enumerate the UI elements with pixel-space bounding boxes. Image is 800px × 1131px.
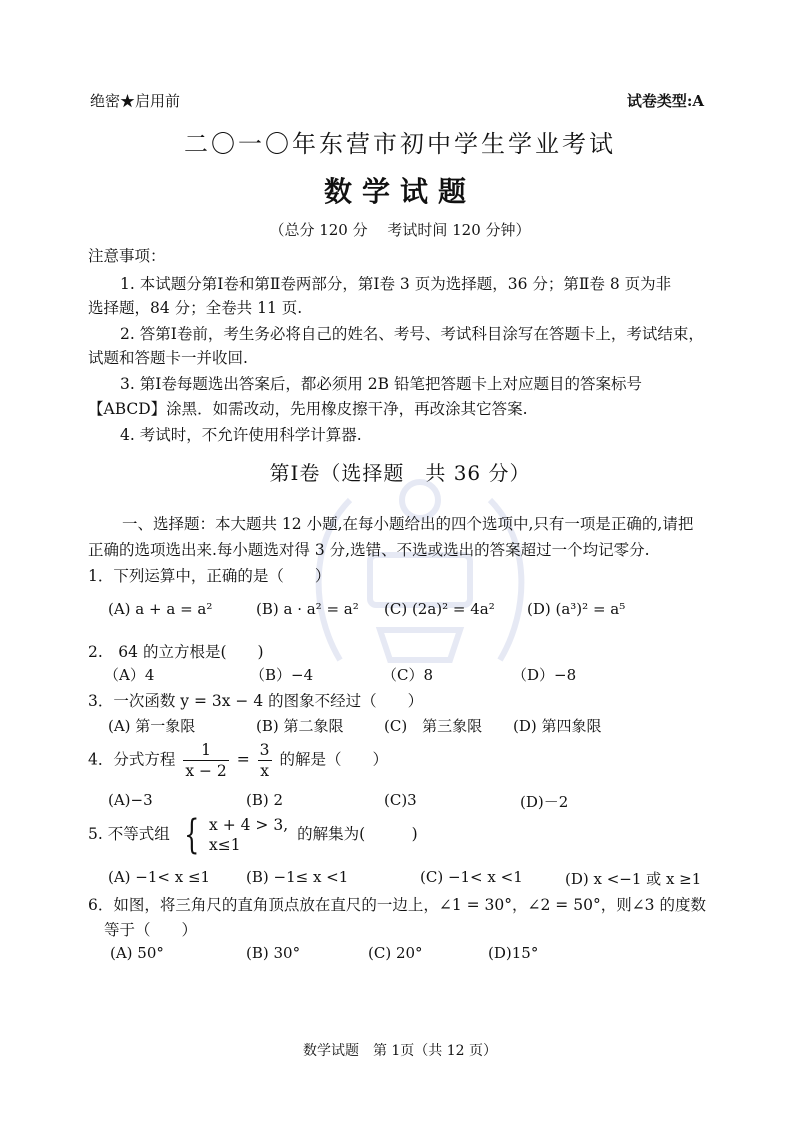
question-5-suffix: 的解集为( ) xyxy=(297,825,418,843)
question-4-equals: = xyxy=(236,750,250,769)
question-6-option-d: (D)15° xyxy=(488,944,539,962)
question-4-suffix: 的解是（ ） xyxy=(279,750,388,769)
question-4-option-b: (B) 2 xyxy=(246,791,284,809)
watermark-emblem xyxy=(300,460,540,690)
question-2-option-c: （C）8 xyxy=(382,666,434,684)
question-5-option-b: (B) −1≤ x <1 xyxy=(246,868,349,886)
question-6-option-c: (C) 20° xyxy=(368,944,423,962)
question-1-option-a: (A) a + a = a² xyxy=(108,600,213,618)
question-6-option-a: (A) 50° xyxy=(110,944,164,962)
note-2-line-2: 试题和答题卡一并收回. xyxy=(88,349,248,367)
inequality-system xyxy=(179,812,289,858)
note-3-line-2: 【ABCD】涂黑．如需改动，先用橡皮擦干净，再改涂其它答案. xyxy=(88,400,528,418)
question-3-option-a: (A) 第一象限 xyxy=(108,717,196,735)
section-instruction-line-2: 正确的选项选出来.每小题选对得 3 分,选错、不选或选出的答案超过一个均记零分. xyxy=(88,541,650,559)
question-4-option-a: (A)−3 xyxy=(108,791,153,809)
confidential-label: 绝密★启用前 xyxy=(90,92,181,110)
question-6-option-b: (B) 30° xyxy=(246,944,301,962)
question-2-option-b: （B）−4 xyxy=(250,666,314,684)
note-4: 4. 考试时，不允许使用科学计算器. xyxy=(120,426,362,444)
paper-title: 数学试题 xyxy=(323,175,476,208)
question-5-option-a: (A) −1< x ≤1 xyxy=(108,868,211,886)
question-2-option-d: （D）−8 xyxy=(512,666,577,684)
question-2-stem: 2. 64 的立方根是( ) xyxy=(88,643,264,661)
question-3-option-d: (D) 第四象限 xyxy=(513,717,602,735)
question-4-option-d: (D)－2 xyxy=(520,793,569,811)
inequality-line-2: x≤1 xyxy=(209,836,241,854)
question-4-option-c: (C)3 xyxy=(384,791,417,809)
question-5-prefix: 5. 不等式组 xyxy=(88,825,170,843)
fraction-left-denominator: x − 2 xyxy=(185,762,227,780)
note-1-line-2: 选择题，84 分；全卷共 11 页. xyxy=(88,299,303,317)
question-4-fraction-left xyxy=(183,740,228,781)
question-5-stem xyxy=(88,812,418,858)
question-1-stem: 1．下列运算中，正确的是（ ） xyxy=(88,567,331,585)
question-3-stem: 3．一次函数 y = 3x − 4 的图象不经过（ ） xyxy=(88,692,424,710)
question-1-option-d: (D) (a³)² = a⁵ xyxy=(527,600,626,618)
fraction-right-numerator: 3 xyxy=(259,741,270,759)
exam-type-label: 试卷类型:A xyxy=(626,92,704,110)
question-4-stem xyxy=(88,740,388,781)
question-4-prefix: 4．分式方程 xyxy=(88,750,176,769)
fraction-left-numerator: 1 xyxy=(183,740,228,761)
question-4-fraction-right xyxy=(258,740,272,781)
fraction-right-denominator: x xyxy=(260,762,269,780)
exam-title: 二〇一〇年东营市初中学生学业考试 xyxy=(184,130,616,158)
note-3-line-1: 3. 第Ⅰ卷每题选出答案后，都必须用 2B 铅笔把答题卡上对应题目的答案标号 xyxy=(120,375,642,393)
notes-heading: 注意事项： xyxy=(88,247,166,265)
left-brace-icon: { xyxy=(183,812,200,858)
score-time-info: （总分 120 分 考试时间 120 分钟） xyxy=(269,221,531,239)
note-2-line-1: 2. 答第Ⅰ卷前，考生务必将自己的姓名、考号、考试科目涂写在答题卡上，考试结束， xyxy=(120,325,704,343)
question-2-option-a: （A）4 xyxy=(104,666,155,684)
question-3-option-b: (B) 第二象限 xyxy=(256,717,344,735)
section-instruction-line-1: 一、选择题：本大题共 12 小题,在每小题给出的四个选项中,只有一项是正确的,请把 xyxy=(122,515,694,533)
question-6-line-1: 6．如图，将三角尺的直角顶点放在直尺的一边上，∠1 = 30°，∠2 = 50°，则∠3 的度数 xyxy=(88,896,706,914)
question-3-option-c: (C) 第三象限 xyxy=(384,717,483,735)
question-1-option-c: (C) (2a)² = 4a² xyxy=(384,600,495,618)
section-title: 第Ⅰ卷（选择题 共 36 分） xyxy=(269,461,531,485)
question-5-option-c: (C) −1< x <1 xyxy=(420,868,523,886)
note-1-line-1: 1. 本试题分第Ⅰ卷和第Ⅱ卷两部分，第Ⅰ卷 3 页为选择题，36 分；第Ⅱ卷 8 页为非 xyxy=(120,275,672,293)
inequality-line-1: x + 4 > 3, xyxy=(209,816,289,834)
question-6-line-2: 等于（ ） xyxy=(104,921,198,939)
question-5-option-d: (D) x <−1 或 x ≥1 xyxy=(565,870,702,888)
page-footer: 数学试题 第 1页（共 12 页） xyxy=(302,1043,498,1059)
question-1-option-b: (B) a · a² = a² xyxy=(256,600,359,618)
